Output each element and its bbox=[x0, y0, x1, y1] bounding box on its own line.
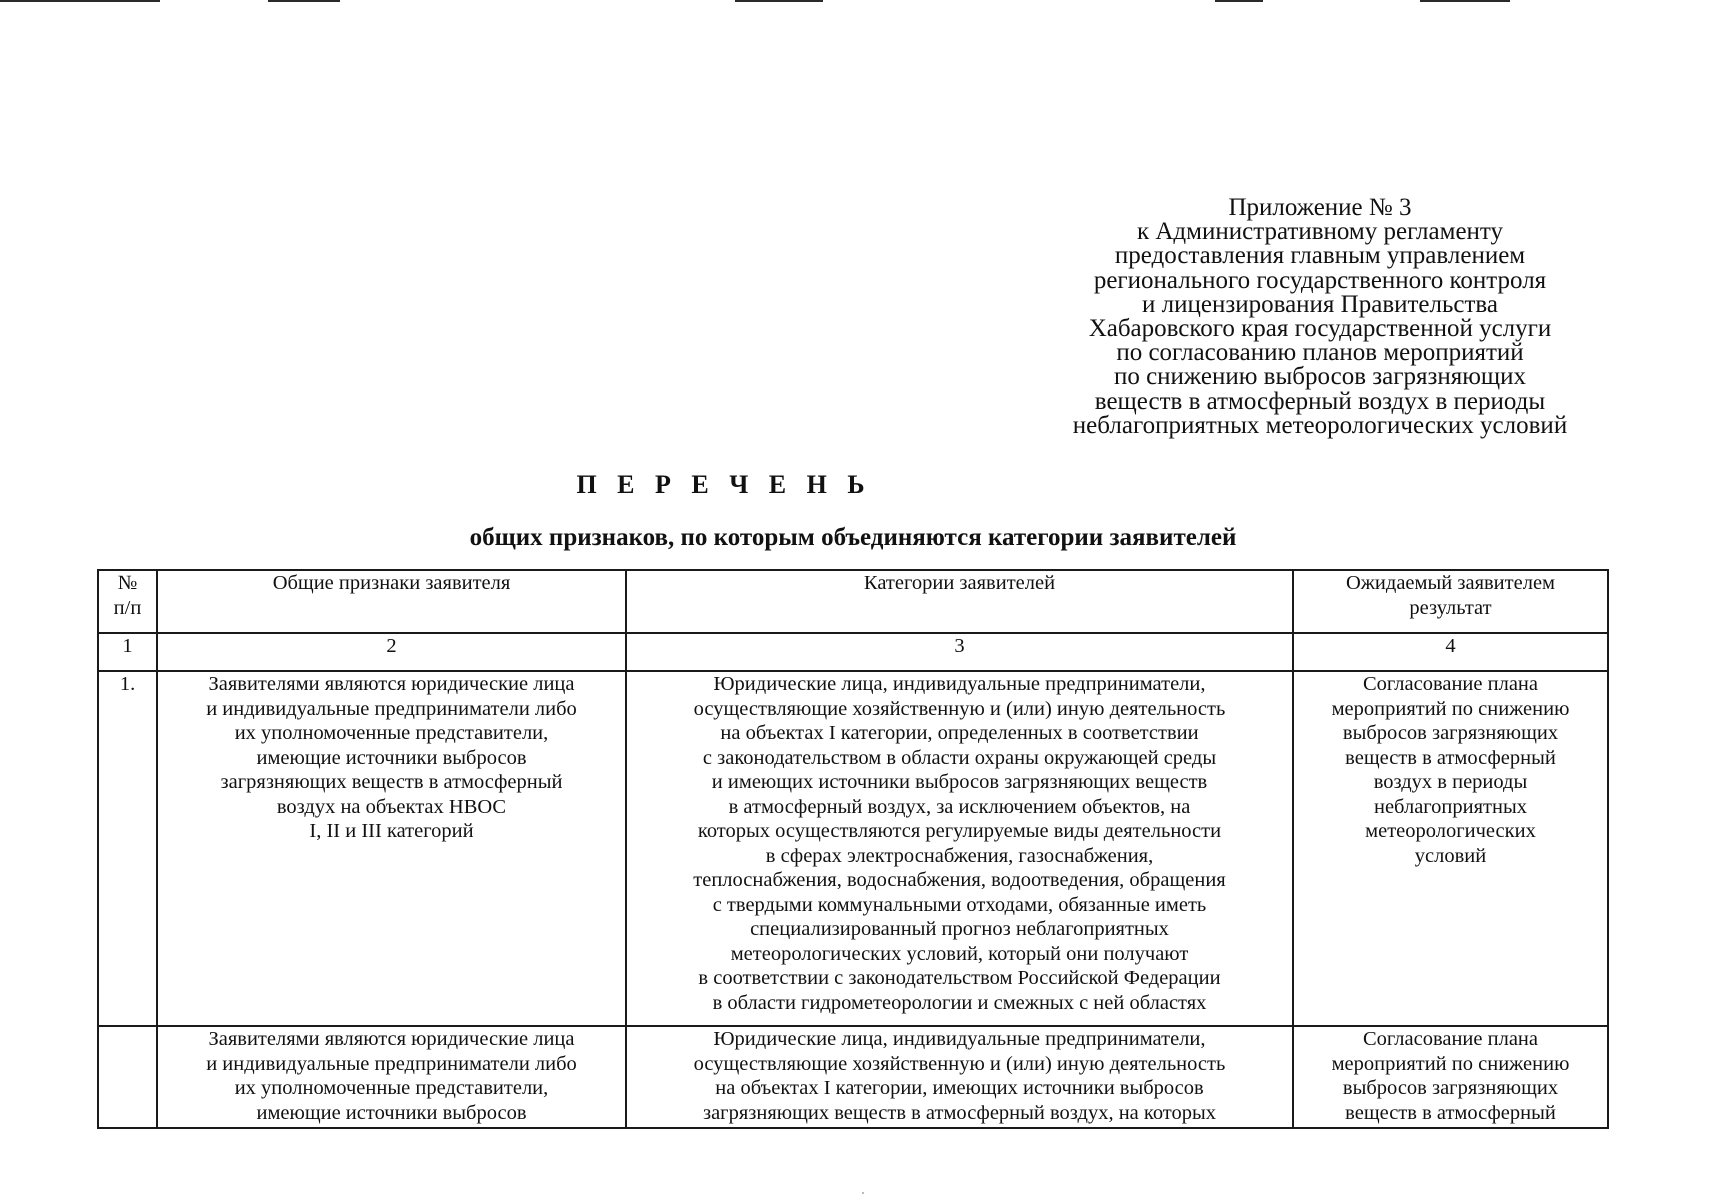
column-number: 3 bbox=[626, 633, 1293, 671]
row-num: 1. bbox=[98, 671, 157, 1026]
appendix-line: регионального государственного контроля bbox=[1093, 266, 1547, 294]
appendix-line: по снижению выбросов загрязняющих bbox=[1113, 363, 1527, 391]
scan-edge-mark bbox=[0, 0, 160, 2]
header-result-line: Ожидаемый заявителем bbox=[1345, 572, 1556, 594]
appendix-line: к Административному регламенту bbox=[1136, 218, 1504, 246]
result-line: метеорологических bbox=[1365, 820, 1536, 842]
categories-line: метеорологических условий, который они получают bbox=[730, 942, 1189, 965]
document-title: П Е Р Е Ч Е Н Ь bbox=[576, 470, 872, 499]
categories-line: осуществляющие хозяйственную и (или) иную деятельность bbox=[693, 1052, 1226, 1075]
appendix-line: веществ в атмосферный воздух в периоды bbox=[1094, 387, 1546, 415]
row-features bbox=[157, 671, 626, 1026]
features-line: и индивидуальные предприниматели либо bbox=[206, 1052, 577, 1075]
header-num bbox=[98, 570, 157, 633]
scan-speck bbox=[862, 1192, 864, 1194]
features-line: и индивидуальные предприниматели либо bbox=[206, 697, 577, 720]
row-result bbox=[1293, 1026, 1608, 1128]
features-line: их уполномоченные представители, bbox=[234, 1077, 549, 1099]
header-result-line: результат bbox=[1409, 596, 1492, 619]
table-row bbox=[98, 1026, 1608, 1128]
categories-line: в атмосферный воздух, за исключением объектов, на bbox=[728, 795, 1191, 818]
categories-line: которых осуществляются регулируемые виды деятельности bbox=[697, 820, 1222, 842]
categories-line: Юридические лица, индивидуальные предприниматели, bbox=[713, 1028, 1206, 1050]
document-title-wrap bbox=[0, 470, 1718, 500]
column-number: 4 bbox=[1293, 633, 1608, 671]
categories-line: и имеющих источники выбросов загрязняющих веществ bbox=[711, 771, 1208, 793]
header-num-line: № bbox=[117, 572, 138, 594]
categories-line: в соответствии с законодательством Российской Федерации bbox=[698, 967, 1221, 989]
categories-line: специализированный прогноз неблагоприятных bbox=[750, 918, 1169, 940]
features-line: их уполномоченные представители, bbox=[234, 722, 549, 744]
appendix-line: неблагоприятных метеорологических условий bbox=[1072, 411, 1568, 439]
features-line: Заявителями являются юридические лица bbox=[208, 673, 575, 695]
categories-line: Юридические лица, индивидуальные предприниматели, bbox=[713, 673, 1206, 695]
appendix-line: и лицензирования Правительства bbox=[1142, 290, 1498, 318]
scan-edge-mark bbox=[1420, 0, 1510, 2]
categories-line: осуществляющие хозяйственную и (или) иную деятельность bbox=[693, 697, 1226, 720]
appendix-line: Приложение № 3 bbox=[1228, 194, 1412, 221]
result-line: выбросов загрязняющих bbox=[1342, 722, 1559, 744]
criteria-table bbox=[97, 569, 1609, 1129]
features-line: загрязняющих веществ в атмосферный bbox=[220, 771, 563, 793]
appendix-note bbox=[1010, 196, 1630, 438]
row-num bbox=[98, 1026, 157, 1128]
result-line: выбросов загрязняющих bbox=[1342, 1077, 1559, 1099]
column-number: 1 bbox=[98, 633, 157, 671]
categories-line: на объектах I категории, имеющих источники выбросов bbox=[715, 1077, 1204, 1099]
result-line: воздух в периоды bbox=[1373, 771, 1528, 793]
row-result bbox=[1293, 671, 1608, 1026]
features-line: имеющие источники выбросов bbox=[256, 1101, 527, 1124]
header-result bbox=[1293, 570, 1608, 633]
result-line: мероприятий по снижению bbox=[1331, 1052, 1570, 1075]
column-number: 2 bbox=[157, 633, 626, 671]
categories-line: с твердыми коммунальными отходами, обязанные иметь bbox=[712, 893, 1207, 916]
categories-line: в области гидрометеорологии и смежных с ней областях bbox=[712, 991, 1207, 1014]
features-line: имеющие источники выбросов bbox=[256, 746, 527, 769]
header-features: Общие признаки заявителя bbox=[157, 570, 626, 633]
header-num-line: п/п bbox=[113, 596, 142, 619]
features-line: Заявителями являются юридические лица bbox=[208, 1028, 575, 1050]
row-categories bbox=[626, 671, 1293, 1026]
result-line: веществ в атмосферный bbox=[1345, 746, 1556, 769]
categories-line: теплоснабжения, водоснабжения, водоотведения, обращения bbox=[693, 869, 1226, 891]
table-header-row bbox=[98, 570, 1608, 633]
row-categories bbox=[626, 1026, 1293, 1128]
scan-edge-mark bbox=[735, 0, 823, 2]
appendix-line: предоставления главным управлением bbox=[1114, 242, 1526, 270]
categories-line: на объектах I категории, определенных в соответствии bbox=[720, 722, 1199, 744]
result-line: Согласование плана bbox=[1362, 673, 1538, 695]
result-line: условий bbox=[1414, 844, 1487, 867]
features-line: воздух на объектах НВОС bbox=[276, 795, 507, 818]
scan-edge-mark bbox=[268, 0, 340, 2]
result-line: мероприятий по снижению bbox=[1331, 697, 1570, 720]
row-features bbox=[157, 1026, 626, 1128]
header-categories: Категории заявителей bbox=[626, 570, 1293, 633]
result-line: веществ в атмосферный bbox=[1345, 1101, 1556, 1124]
scan-edge-mark bbox=[1215, 0, 1263, 2]
document-subtitle-wrap bbox=[0, 524, 1718, 552]
features-line: I, II и III категорий bbox=[309, 820, 474, 842]
appendix-line: Хабаровского края государственной услуги bbox=[1088, 315, 1552, 343]
appendix-line: по согласованию планов мероприятий bbox=[1116, 339, 1524, 367]
categories-line: с законодательством в области охраны окружающей среды bbox=[702, 746, 1217, 769]
result-line: неблагоприятных bbox=[1373, 795, 1528, 818]
categories-line: загрязняющих веществ в атмосферный воздух, на которых bbox=[702, 1101, 1217, 1124]
column-number-row bbox=[98, 633, 1608, 671]
document-subtitle: общих признаков, по которым объединяются категории заявителей bbox=[469, 524, 1237, 551]
result-line: Согласование плана bbox=[1362, 1028, 1538, 1050]
categories-line: в сферах электроснабжения, газоснабжения, bbox=[765, 844, 1154, 867]
table-row bbox=[98, 671, 1608, 1026]
